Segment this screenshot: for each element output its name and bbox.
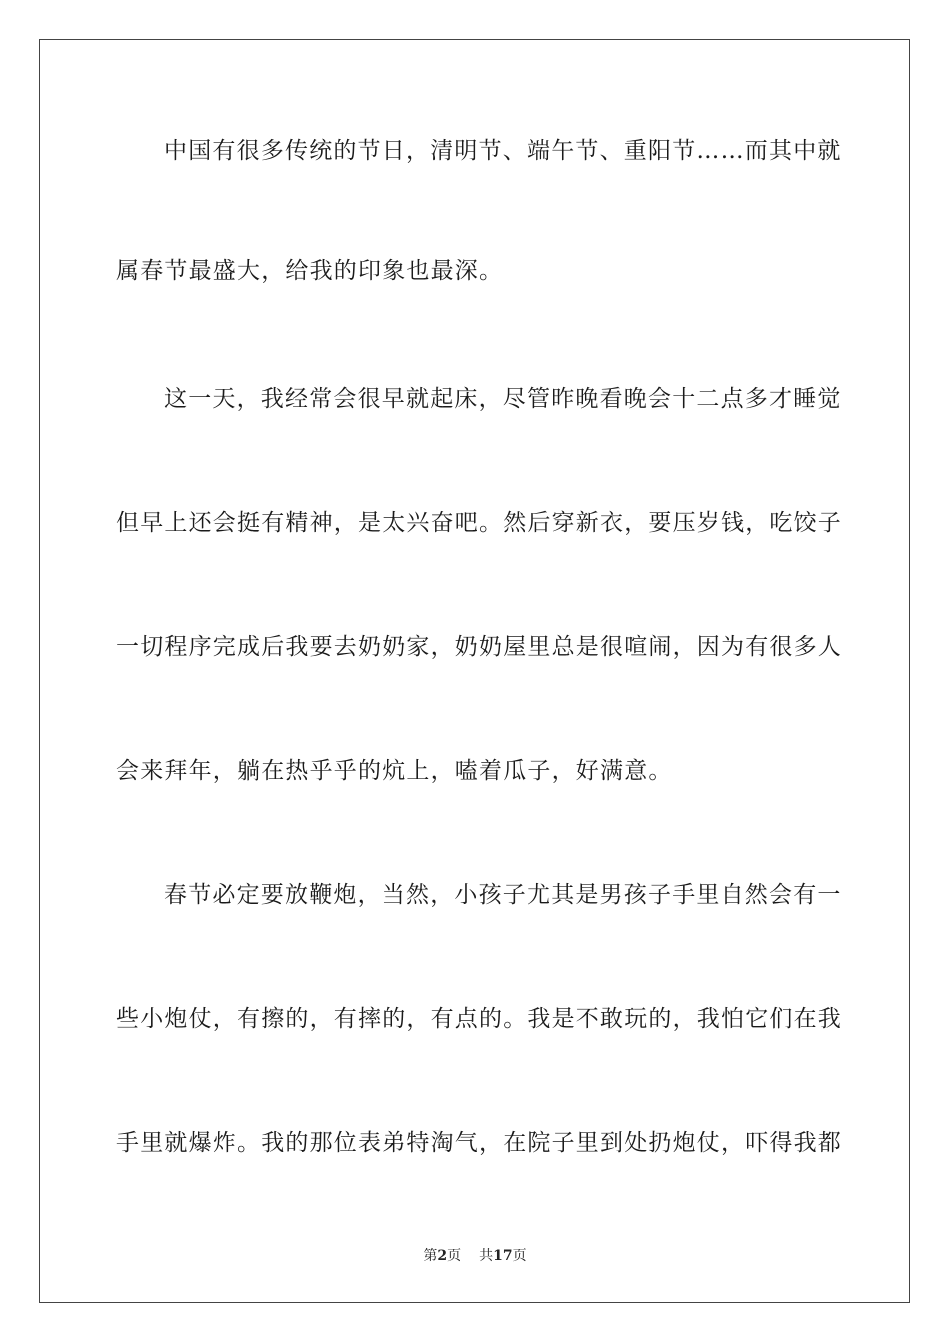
text-line-5: 一切程序完成后我要去奶奶家，奶奶屋里总是很喧闹，因为有很多人 — [116, 634, 842, 660]
page-footer — [0, 1247, 950, 1265]
text-line-4: 但早上还会挺有精神，是太兴奋吧。然后穿新衣，要压岁钱，吃饺子 — [116, 510, 842, 536]
text-line-1: 中国有很多传统的节日，清明节、端午节、重阳节……而其中就 — [164, 138, 842, 164]
page-number: 2 — [437, 1248, 448, 1264]
page-suffix: 页 — [447, 1248, 462, 1264]
text-line-8: 些小炮仗，有擦的，有摔的，有点的。我是不敢玩的，我怕它们在我 — [116, 1006, 842, 1032]
text-line-7: 春节必定要放鞭炮，当然，小孩子尤其是男孩子手里自然会有一 — [164, 882, 842, 908]
total-pages: 17 — [493, 1248, 513, 1264]
page-frame — [39, 39, 910, 1303]
page-prefix: 第 — [423, 1248, 438, 1264]
text-line-2: 属春节最盛大，给我的印象也最深。 — [116, 258, 504, 284]
text-line-9: 手里就爆炸。我的那位表弟特淘气，在院子里到处扔炮仗，吓得我都 — [116, 1130, 842, 1156]
total-suffix: 页 — [512, 1248, 527, 1264]
total-prefix: 共 — [479, 1248, 494, 1264]
text-line-3: 这一天，我经常会很早就起床，尽管昨晚看晚会十二点多才睡觉 — [164, 386, 842, 412]
text-line-6: 会来拜年，躺在热乎乎的炕上，嗑着瓜子，好满意。 — [116, 758, 673, 784]
